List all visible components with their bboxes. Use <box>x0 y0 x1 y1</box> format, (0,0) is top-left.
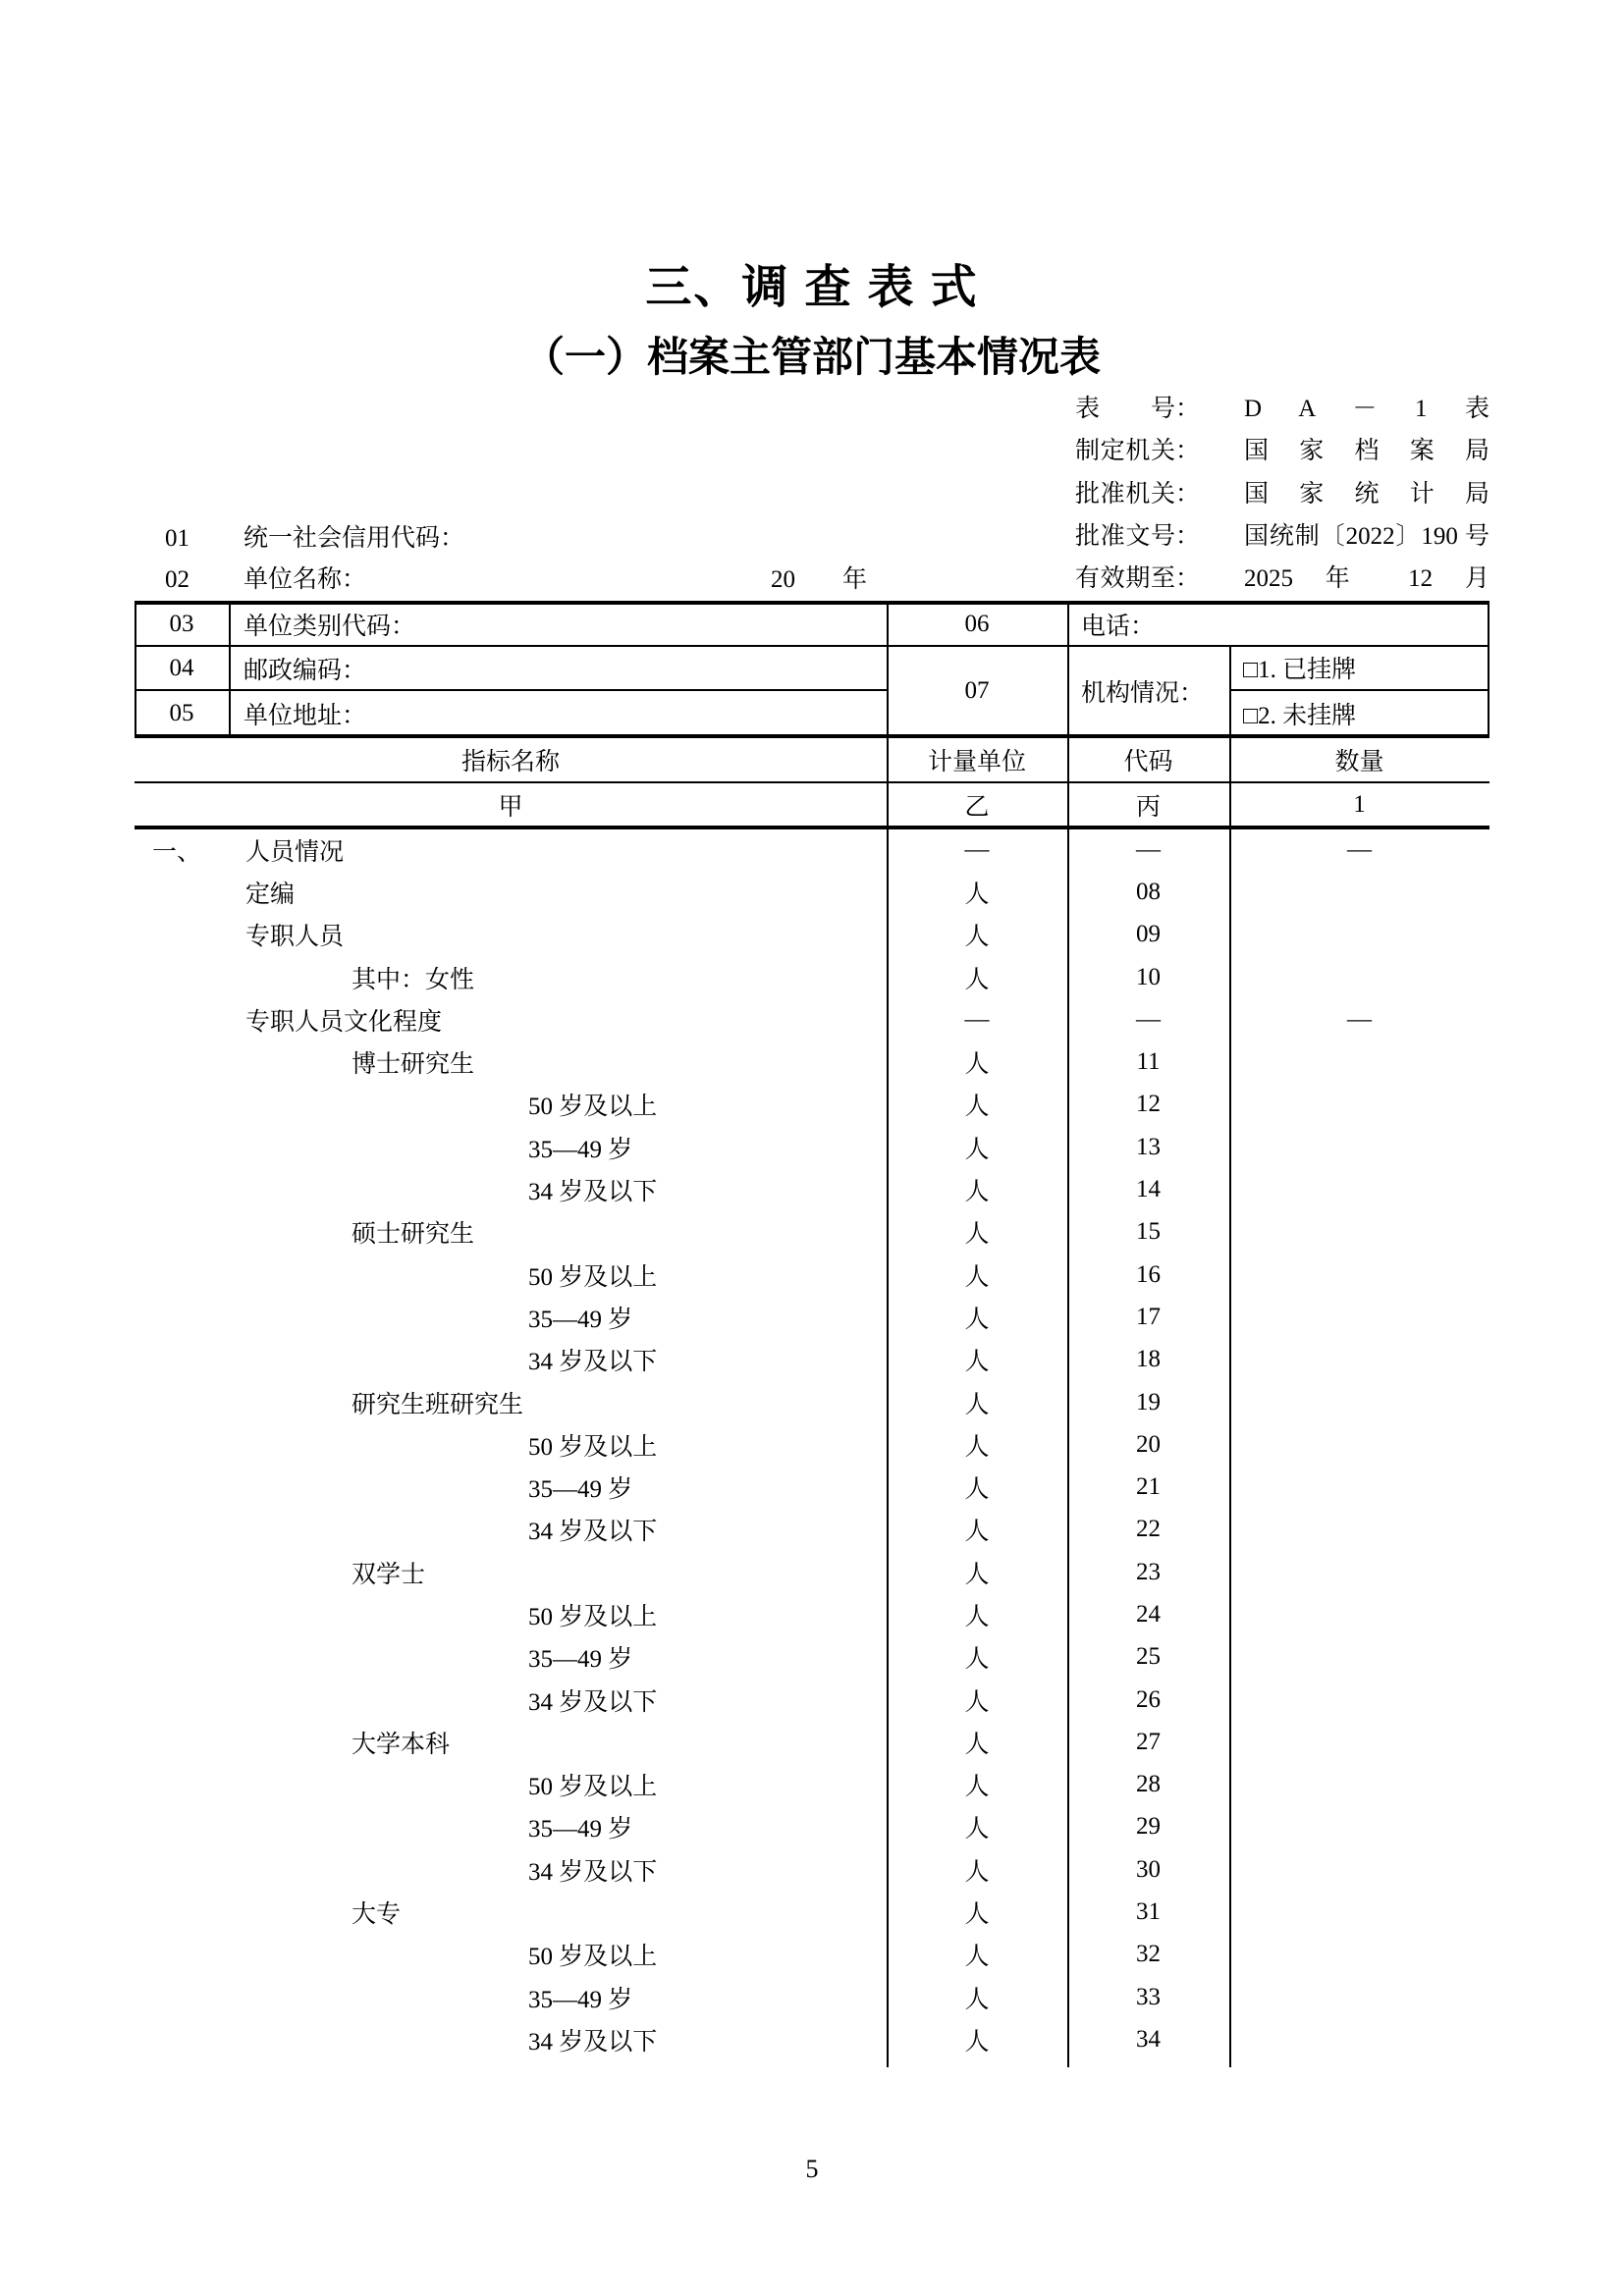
meta-value: 国统制〔2022〕190 号 <box>1244 522 1489 550</box>
field-number: 02 <box>165 565 189 593</box>
table-row <box>0 1806 1624 1848</box>
code-cell: 09 <box>1136 921 1161 948</box>
unit-cell: 人 <box>964 1136 990 1163</box>
table-row <box>0 1509 1624 1551</box>
indicator-label: 34 岁及以下 <box>528 1688 658 1716</box>
indicator-label: 定编 <box>245 881 296 908</box>
column-subheader: 甲 <box>498 794 523 821</box>
table-row <box>0 1679 1624 1721</box>
page-title: 三、调 查 表 式 <box>645 260 979 313</box>
unit-cell: — <box>964 1005 990 1033</box>
page-number: 5 <box>805 2155 819 2183</box>
unit-cell: 人 <box>964 881 990 908</box>
code-cell: 29 <box>1136 1813 1161 1841</box>
indicator-label: 34 岁及以下 <box>528 1349 658 1376</box>
code-cell: 16 <box>1136 1260 1161 1288</box>
table-row <box>0 1891 1624 1933</box>
table-row <box>0 1254 1624 1296</box>
code-cell: 18 <box>1136 1346 1161 1373</box>
table-row <box>0 1084 1624 1126</box>
indicator-label: 大学本科 <box>352 1731 451 1758</box>
table-row <box>0 871 1624 913</box>
table-row <box>0 1296 1624 1338</box>
unit-cell: 人 <box>964 1646 990 1674</box>
field-label-postcode: 邮政编码： <box>244 658 367 684</box>
code-cell: 30 <box>1136 1855 1161 1883</box>
unit-cell: 人 <box>964 1179 990 1206</box>
indicator-label: 50 岁及以上 <box>528 1944 658 1971</box>
code-cell: 06 <box>964 611 990 637</box>
unit-cell: 人 <box>964 1306 990 1333</box>
unit-cell: 人 <box>964 1858 990 1886</box>
table-row <box>0 1976 1624 2018</box>
code-cell: 25 <box>1136 1643 1161 1671</box>
code-cell: 13 <box>1136 1133 1161 1160</box>
unit-cell: 人 <box>964 1433 990 1461</box>
indicator-label: 35—49 岁 <box>528 1646 633 1674</box>
code-cell: 11 <box>1136 1048 1161 1076</box>
table-row <box>0 1168 1624 1210</box>
table-row <box>0 1041 1624 1083</box>
meta-value: 国 家 档 案 局 <box>1244 438 1489 465</box>
indicator-label: 35—49 岁 <box>528 1986 633 2013</box>
grid-line <box>135 601 1489 605</box>
grid-line <box>135 734 1489 738</box>
meta-value: 2025 年 12 月 <box>1244 565 1489 592</box>
indicator-label: 34 岁及以下 <box>528 1858 658 1886</box>
unit-cell: 人 <box>964 1731 990 1758</box>
table-row <box>0 1848 1624 1891</box>
checkbox-icon: □ <box>1243 657 1259 683</box>
code-cell: 08 <box>1136 878 1161 905</box>
org-status-option <box>1243 696 1356 731</box>
row-number: 03 <box>169 611 194 637</box>
unit-cell: 人 <box>964 1221 990 1249</box>
table-row <box>0 1593 1624 1635</box>
meta-colon: ： <box>1175 522 1201 550</box>
meta-label: 制定机关 <box>1075 438 1175 465</box>
unit-cell: — <box>964 835 990 863</box>
indicator-label: 35—49 岁 <box>528 1306 633 1333</box>
page-subtitle: （一）档案主管部门基本情况表 <box>522 336 1101 381</box>
field-label-org-status: 机构情况： <box>1081 680 1205 707</box>
indicator-label: 其中：女性 <box>352 966 475 993</box>
meta-colon: ： <box>1175 565 1201 592</box>
unit-cell: 人 <box>964 1944 990 1971</box>
code-cell: 34 <box>1136 2025 1161 2053</box>
field-label-unit-name: 单位名称： <box>244 565 367 593</box>
indicator-label: 50 岁及以上 <box>528 1263 658 1291</box>
indicator-label: 35—49 岁 <box>528 1816 633 1843</box>
unit-cell: 人 <box>964 1688 990 1716</box>
unit-cell: 人 <box>964 2028 990 2056</box>
code-cell: 20 <box>1136 1430 1161 1458</box>
grid-line <box>135 689 887 691</box>
code-cell: — <box>1136 1005 1161 1033</box>
indicator-label: 50 岁及以上 <box>528 1094 658 1121</box>
row-number: 04 <box>169 655 194 681</box>
code-cell: 32 <box>1136 1941 1161 1968</box>
form-meta-row <box>1075 430 1489 472</box>
column-header-unit: 计量单位 <box>927 749 1026 775</box>
code-cell: 31 <box>1136 1898 1161 1926</box>
meta-colon: ： <box>1175 480 1201 507</box>
meta-label: 有效期至 <box>1075 565 1175 592</box>
column-header-indicator: 指标名称 <box>460 749 560 775</box>
table-row <box>0 914 1624 956</box>
field-row-02 <box>0 559 1624 601</box>
org-status-option <box>1243 650 1356 685</box>
indicator-label: 35—49 岁 <box>528 1476 633 1504</box>
code-cell: 17 <box>1136 1303 1161 1330</box>
indicator-label: 34 岁及以下 <box>528 1179 658 1206</box>
column-subheader: 乙 <box>964 794 990 821</box>
meta-label: 表号 <box>1075 396 1175 422</box>
unit-cell: 人 <box>964 1816 990 1843</box>
section-number: 一、 <box>152 838 202 866</box>
indicator-label: 34 岁及以下 <box>528 2028 658 2056</box>
indicator-label: 50 岁及以上 <box>528 1433 658 1461</box>
table-row <box>0 1636 1624 1679</box>
code-cell: 21 <box>1136 1473 1161 1501</box>
code-cell: 24 <box>1136 1600 1161 1628</box>
grid-line <box>135 781 1489 783</box>
grid-line <box>135 645 1489 647</box>
meta-label: 批准机关 <box>1075 480 1175 507</box>
checkbox-icon: □ <box>1243 703 1259 729</box>
column-header-code: 代码 <box>1123 749 1173 775</box>
field-label-unit-type-code: 单位类别代码： <box>244 614 416 640</box>
table-row <box>0 1934 1624 1976</box>
indicator-label: 博士研究生 <box>352 1051 475 1079</box>
year-blank: 20 <box>771 565 795 593</box>
unit-cell: 人 <box>964 1901 990 1929</box>
unit-cell: 人 <box>964 1603 990 1630</box>
code-cell: 12 <box>1136 1091 1161 1118</box>
table-row <box>0 998 1624 1041</box>
meta-value: 国 家 统 计 局 <box>1244 480 1489 507</box>
table-row <box>0 1764 1624 1806</box>
year-unit: 年 <box>842 565 868 593</box>
unit-cell: 人 <box>964 1476 990 1504</box>
field-number: 01 <box>165 524 189 552</box>
grid-line <box>1488 601 1489 738</box>
code-cell: 19 <box>1136 1388 1161 1415</box>
grid-line <box>229 601 231 738</box>
table-row <box>0 1551 1624 1593</box>
quantity-cell: — <box>1347 835 1372 863</box>
indicator-label: 大专 <box>352 1901 402 1929</box>
indicator-label: 硕士研究生 <box>352 1221 475 1249</box>
unit-cell: 人 <box>964 966 990 993</box>
column-subheader: 丙 <box>1135 794 1161 821</box>
indicator-label: 50 岁及以上 <box>528 1774 658 1801</box>
indicator-label: 专职人员文化程度 <box>245 1008 443 1036</box>
indicator-label: 人员情况 <box>245 838 345 866</box>
table-row <box>0 1466 1624 1508</box>
code-cell: 14 <box>1136 1176 1161 1203</box>
field-row-01 <box>0 517 1624 560</box>
grid-line <box>1229 689 1489 691</box>
indicator-label: 研究生班研究生 <box>352 1391 524 1418</box>
field-label-credit-code: 统一社会信用代码： <box>244 524 465 552</box>
option-label: 2. 未挂牌 <box>1258 703 1357 729</box>
table-row <box>0 1381 1624 1423</box>
table-row <box>0 2018 1624 2060</box>
field-label-phone: 电话： <box>1081 614 1156 640</box>
indicator-table-body <box>0 828 1624 2061</box>
unit-cell: 人 <box>964 1094 990 1121</box>
code-cell: 10 <box>1136 963 1161 990</box>
meta-colon: ： <box>1175 396 1201 422</box>
meta-value: D A － 1 表 <box>1244 396 1489 422</box>
form-meta-row <box>1075 388 1489 430</box>
indicator-label: 34 岁及以下 <box>528 1519 658 1546</box>
unit-cell: 人 <box>964 1391 990 1418</box>
code-cell: 22 <box>1136 1516 1161 1543</box>
meta-colon: ： <box>1175 438 1201 465</box>
table-row <box>0 1721 1624 1763</box>
unit-cell: 人 <box>964 1051 990 1079</box>
table-row <box>0 1126 1624 1168</box>
code-cell: 15 <box>1136 1218 1161 1246</box>
indicator-label: 35—49 岁 <box>528 1136 633 1163</box>
code-cell: 26 <box>1136 1685 1161 1713</box>
table-row <box>0 828 1624 871</box>
unit-cell: 人 <box>964 1263 990 1291</box>
code-cell: 27 <box>1136 1728 1161 1755</box>
column-subheader: 1 <box>1353 791 1366 818</box>
row-number: 05 <box>169 700 194 726</box>
unit-cell: 人 <box>964 1349 990 1376</box>
indicator-label: 双学士 <box>352 1561 426 1588</box>
unit-cell: 人 <box>964 1986 990 2013</box>
table-row <box>0 1423 1624 1466</box>
code-cell: — <box>1136 835 1161 863</box>
unit-cell: 人 <box>964 1774 990 1801</box>
code-cell: 28 <box>1136 1771 1161 1798</box>
column-header-quantity: 数量 <box>1334 749 1384 775</box>
unit-cell: 人 <box>964 1519 990 1546</box>
code-cell: 33 <box>1136 1983 1161 2010</box>
indicator-label: 专职人员 <box>245 924 345 951</box>
quantity-cell: — <box>1347 1005 1372 1033</box>
meta-label: 批准文号 <box>1075 522 1175 550</box>
field-label-unit-address: 单位地址： <box>244 703 367 729</box>
table-row <box>0 956 1624 998</box>
table-row <box>0 1211 1624 1254</box>
code-cell: 07 <box>964 677 990 704</box>
form-meta-row <box>1075 473 1489 515</box>
code-cell: 23 <box>1136 1558 1161 1585</box>
indicator-label: 50 岁及以上 <box>528 1603 658 1630</box>
unit-cell: 人 <box>964 1561 990 1588</box>
option-label: 1. 已挂牌 <box>1258 657 1357 683</box>
unit-cell: 人 <box>964 924 990 951</box>
table-row <box>0 1339 1624 1381</box>
